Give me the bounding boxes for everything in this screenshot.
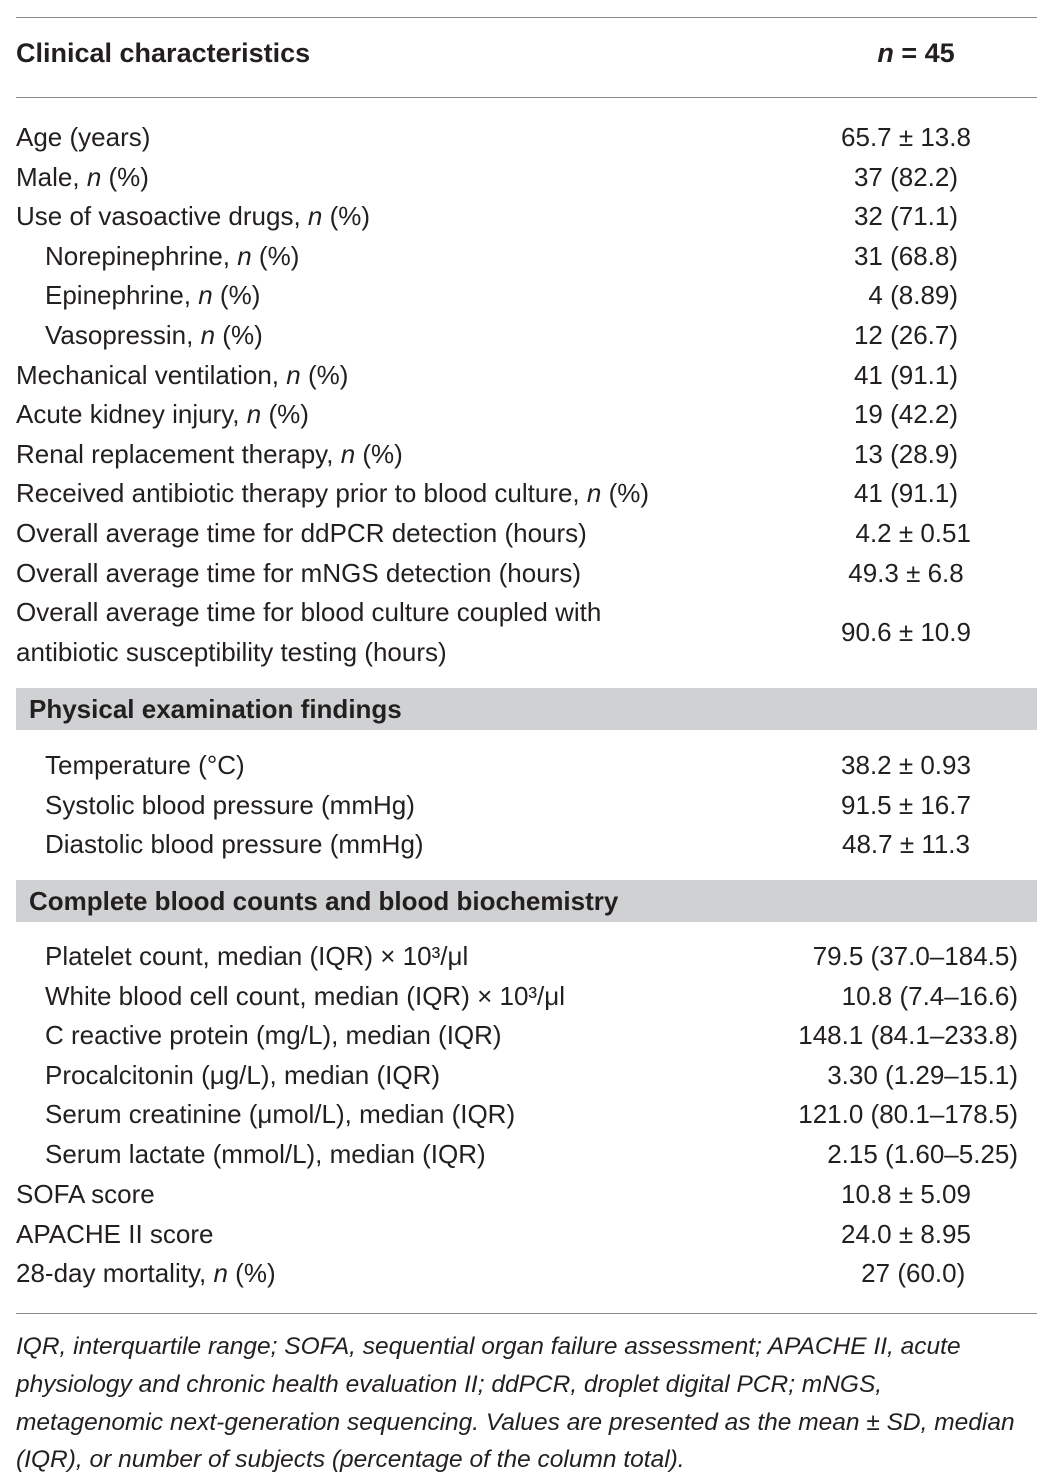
- table-row: [16, 395, 1037, 435]
- row-label: Vasopressin, n (%): [45, 319, 263, 350]
- table-row: [16, 937, 1037, 977]
- header-n-value: = 45: [893, 38, 955, 68]
- row-label: Age (years): [16, 122, 151, 152]
- table-row: [16, 158, 1037, 198]
- row-value: 10.8 (7.4–16.6): [841, 980, 1018, 1011]
- table-row: [16, 474, 1037, 514]
- row-value: 4.2 ± 0.51: [841, 517, 971, 548]
- row-label: Acute kidney injury, n (%): [16, 399, 309, 430]
- table-row: [16, 118, 1037, 158]
- row-label: Mechanical ventilation, n (%): [16, 359, 349, 390]
- row-label: Norepinephrine, n (%): [45, 240, 300, 271]
- physical-section-header: [16, 688, 1037, 730]
- table-row: [16, 356, 1037, 396]
- table-row: [16, 435, 1037, 475]
- row-label: Epinephrine, n (%): [45, 280, 261, 311]
- table-top-rule: [16, 17, 1037, 18]
- row-value: 19 (42.2): [853, 399, 959, 430]
- row-label: Received antibiotic therapy prior to blood culture, n (%): [16, 478, 650, 509]
- header-characteristics: Clinical characteristics: [16, 38, 311, 68]
- row-value: 10.8 ± 5.09: [841, 1179, 971, 1209]
- row-label: Procalcitonin (μg/L), median (IQR): [45, 1059, 441, 1090]
- row-label: Overall average time for ddPCR detection (hours): [16, 517, 587, 548]
- physical-section: [16, 746, 1037, 865]
- table-row: [16, 977, 1037, 1017]
- row-value: 2.15 (1.60–5.25): [827, 1138, 1018, 1169]
- row-value: 31 (68.8): [853, 240, 959, 271]
- header-bottom-rule: [16, 97, 1037, 98]
- row-label: Renal replacement therapy, n (%): [16, 438, 403, 469]
- row-value: 13 (28.9): [853, 438, 959, 469]
- blood-section-title: Complete blood counts and blood biochemistry: [29, 886, 619, 916]
- row-value: 91.5 ± 16.7: [841, 789, 971, 820]
- row-value: 32 (71.1): [853, 201, 959, 232]
- blood-section-header: [16, 880, 1037, 922]
- row-label: [16, 593, 601, 672]
- row-value: 49.3 ± 6.8: [848, 557, 964, 588]
- table-header: [16, 38, 1037, 78]
- table-row: [16, 746, 1037, 786]
- row-label: Diastolic blood pressure (mmHg): [45, 829, 424, 860]
- row-label: Male, n (%): [16, 161, 149, 192]
- row-label: C reactive protein (mg/L), median (IQR): [45, 1020, 502, 1051]
- table-row: [16, 825, 1037, 865]
- row-value: 12 (26.7): [853, 319, 959, 350]
- row-value: 90.6 ± 10.9: [841, 617, 971, 648]
- row-label: Overall average time for mNGS detection (hours): [16, 557, 581, 588]
- row-value: 37 (82.2): [853, 161, 959, 192]
- table-row: [16, 237, 1037, 277]
- scores-section: [16, 1175, 1037, 1294]
- row-label: Serum lactate (mmol/L), median (IQR): [45, 1138, 486, 1169]
- table-row: [16, 1215, 1037, 1255]
- blood-section: [16, 937, 1037, 1175]
- header-sample-size: [856, 38, 976, 69]
- row-label: Use of vasoactive drugs, n (%): [16, 201, 371, 232]
- row-label: Platelet count, median (IQR) × 10³/μl: [45, 941, 469, 971]
- table-row: [16, 1135, 1037, 1175]
- table-row: [16, 276, 1037, 316]
- table-row: [16, 554, 1037, 594]
- table-row: [16, 316, 1037, 356]
- row-label: APACHE II score: [16, 1218, 214, 1249]
- table-row: [16, 514, 1037, 554]
- table-row: [16, 1175, 1037, 1215]
- table-bottom-rule: [16, 1313, 1037, 1314]
- table-footnote: IQR, interquartile range; SOFA, sequential organ failure assessment; APACHE II, acute physiology and chronic health evaluation II; ddPCR, droplet digital PCR; mNGS, metagenomic next-generation sequencing. Values are presented as the mean ± SD, median (IQR), or number of subjects (percentage of the column total).: [16, 1333, 1015, 1474]
- row-value: 3.30 (1.29–15.1): [827, 1059, 1018, 1090]
- row-value: 48.7 ± 11.3: [842, 829, 970, 860]
- row-value: 79.5 (37.0–184.5): [812, 941, 1018, 971]
- table-row: [16, 1254, 1037, 1294]
- row-value: 4 (8.89): [853, 280, 959, 311]
- table-row: [16, 593, 1037, 673]
- row-value: 41 (91.1): [853, 359, 959, 390]
- row-value: 38.2 ± 0.93: [841, 750, 971, 780]
- row-label: 28-day mortality, n (%): [16, 1258, 276, 1289]
- row-label: SOFA score: [16, 1179, 155, 1209]
- table-row: [16, 197, 1037, 237]
- header-n-symbol: n: [877, 38, 894, 68]
- row-label: Systolic blood pressure (mmHg): [45, 789, 415, 820]
- physical-section-title: Physical examination findings: [29, 694, 402, 724]
- row-value: 148.1 (84.1–233.8): [798, 1020, 1018, 1051]
- row-value: 24.0 ± 8.95: [841, 1218, 971, 1249]
- row-label: Serum creatinine (μmol/L), median (IQR): [45, 1099, 516, 1130]
- row-label-line1: Overall average time for blood culture coupled with: [16, 597, 602, 628]
- row-value: 65.7 ± 13.8: [841, 122, 971, 152]
- clinical-section: [16, 118, 1037, 673]
- table-row: [16, 1056, 1037, 1096]
- row-label: Temperature (°C): [45, 750, 245, 780]
- row-value: 121.0 (80.1–178.5): [798, 1099, 1018, 1130]
- row-label-line2: antibiotic susceptibility testing (hours): [16, 636, 447, 667]
- row-value: 41 (91.1): [853, 478, 959, 509]
- row-value: 27 (60.0): [846, 1258, 966, 1289]
- table-row: [16, 1095, 1037, 1135]
- table-row: [16, 786, 1037, 826]
- row-label: White blood cell count, median (IQR) × 10³/μl: [45, 980, 566, 1011]
- table-row: [16, 1016, 1037, 1056]
